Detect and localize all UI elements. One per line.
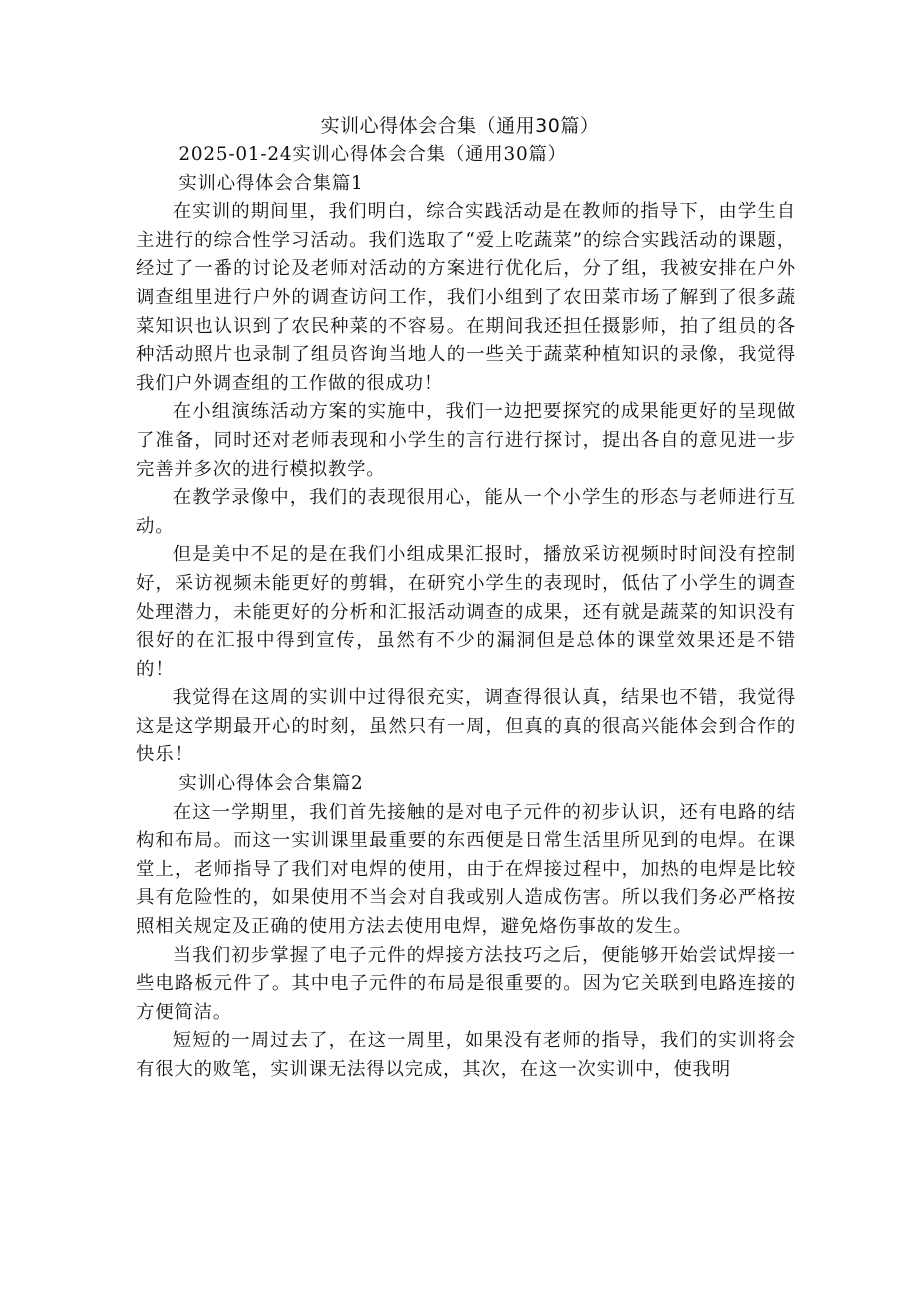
document-title: 实训心得体会合集（通用30篇） [320,115,600,137]
paragraph: 在教学录像中，我们的表现很用心，能从一个小学生的形态与老师进行互动。 [136,487,796,537]
paragraph: 在这一学期里，我们首先接触的是对电子元件的初步认识，还有电路的结构和布局。而这一实训课里最重要的东西便是日常生活里所见到的电焊。在课堂上，老师指导了我们对电焊的使用，由于在焊接过程中，加热的电焊是比较具有危险性的，如果使用不当会对自我或别人造成伤害。所以我们务必严格按照相关规定及正确的使用方法去使用电焊，避免烙伤事故的发生。 [136,801,796,938]
paragraph: 当我们初步掌握了电子元件的焊接方法技巧之后，便能够开始尝试焊接一些电路板元件了。其中电子元件的布局是很重要的。因为它关联到电路连接的方便简洁。 [136,944,796,1023]
section-heading: 实训心得体会合集篇1 [178,172,364,194]
paragraph: 短短的一周过去了，在这一周里，如果没有老师的指导，我们的实训将会有很大的败笔，实训课无法得以完成，其次，在这一次实训中，使我明 [136,1030,796,1080]
section-heading: 实训心得体会合集篇2 [178,773,364,795]
date-line: 2025-01-24实训心得体会合集（通用30篇） [178,144,567,165]
document-body [136,141,796,1085]
paragraph: 但是美中不足的是在我们小组成果汇报时，播放采访视频时时间没有控制好，采访视频未能更好的剪辑，在研究小学生的表现时，低估了小学生的调查处理潜力，未能更好的分析和汇报活动调查的成果，还有就是蔬菜的知识没有很好的在汇报中得到宣传，虽然有不少的漏洞但是总体的课堂效果还是不错的！ [136,544,796,680]
paragraph: 在实训的期间里，我们明白，综合实践活动是在教师的指导下，由学生自主进行的综合性学习活动。我们选取了“爱上吃蔬菜”的综合实践活动的课题，经过了一番的讨论及老师对活动的方案进行优化后，分了组，我被安排在户外调查组里进行户外的调查访问工作，我们小组到了农田菜市场了解到了很多蔬菜知识也认识到了农民种菜的不容易。在期间我还担任摄影师，拍了组员的各种活动照片也录制了组员咨询当地人的一些关于蔬菜种植知识的录像，我觉得我们户外调查组的工作做的很成功！ [136,201,796,394]
paragraph: 在小组演练活动方案的实施中，我们一边把要探究的成果能更好的呈现做了准备，同时还对老师表现和小学生的言行进行探讨，提出各自的意见进一步完善并多次的进行模拟教学。 [136,401,796,480]
paragraph: 我觉得在这周的实训中过得很充实，调查得很认真，结果也不错，我觉得这是这学期最开心的时刻，虽然只有一周，但真的真的很高兴能体会到合作的快乐！ [136,687,796,766]
